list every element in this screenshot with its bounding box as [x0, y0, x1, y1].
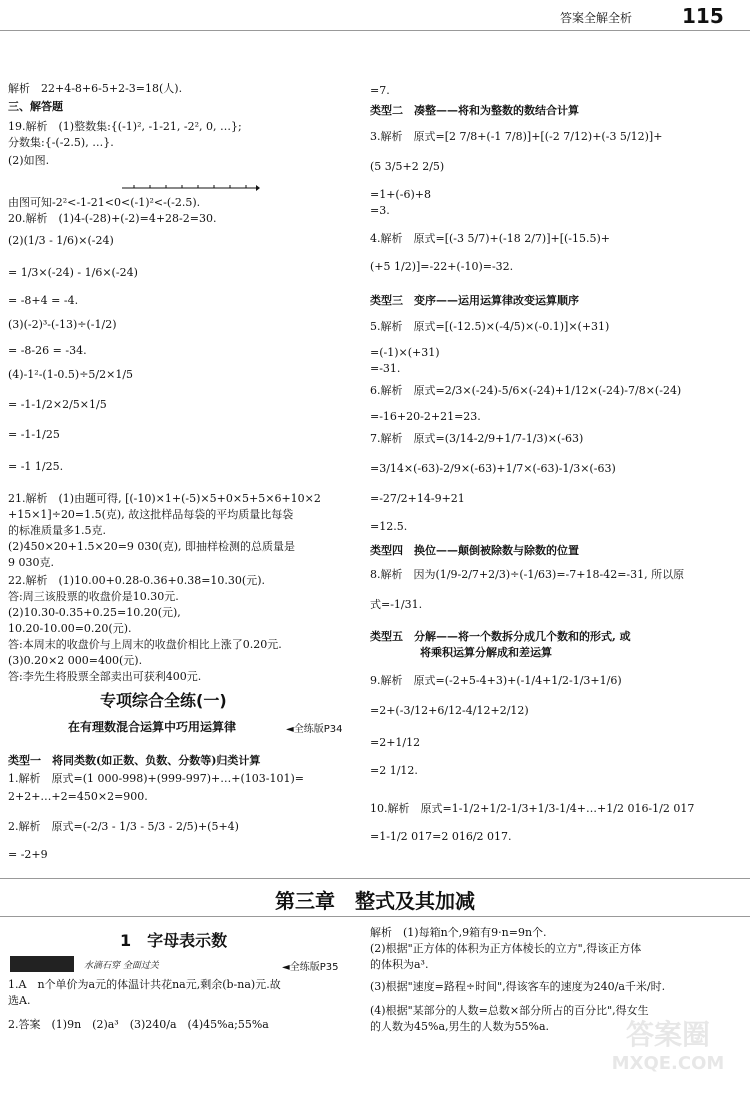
text-line: 9 030克.	[8, 556, 54, 569]
text-line: 7.解析 原式=(3/14-2/9+1/7-1/3)×(-63)	[370, 432, 584, 445]
text-line: (3)0.20×2 000=400(元).	[8, 654, 143, 667]
text-line: = 1/3×(-24) - 1/6×(-24)	[8, 266, 138, 279]
chapter-title: 第三章 整式及其加减	[275, 889, 475, 913]
text-line: 2.答案 (1)9n (2)a³ (3)240/a (4)45%a;55%a	[8, 1018, 269, 1031]
header-title: 答案全解全析	[560, 11, 633, 25]
section-heading: 类型三 变序——运用运算律改变运算顺序	[370, 294, 579, 307]
text-line: =(-1)×(+31)	[370, 346, 440, 359]
text-line: =12.5.	[370, 520, 408, 533]
text-line: (5 3/5+2 2/5)	[370, 160, 445, 173]
text-line: 的体积为a³.	[370, 958, 429, 971]
section-heading: 三、解答题	[8, 100, 63, 113]
text-line: 由图可知-2²<-1-21<0<(-1)²<-(-2.5).	[8, 196, 201, 209]
chapter-divider-top	[0, 878, 750, 879]
text-line: 的人数为45%a,男生的人数为55%a.	[370, 1020, 550, 1033]
lesson-ref: ◄全练版P35	[282, 962, 339, 973]
text-line: (4)-1²-(1-0.5)÷5/2×1/5	[8, 368, 134, 381]
text-line: 22.解析 (1)10.00+0.28-0.36+0.38=10.30(元).	[8, 574, 265, 587]
text-line: (4)根据"某部分的人数=总数×部分所占的百分比",得女生	[370, 1004, 649, 1017]
text-line: = -2+9	[8, 848, 48, 861]
watermark-line2: MXQE.COM	[611, 1053, 725, 1074]
text-line: (2)根据"正方体的体积为正方体棱长的立方",得该正方体	[370, 942, 642, 955]
text-line: 答:周三该股票的收盘价是10.30元.	[8, 590, 179, 603]
text-line: 2+2+…+2=450×2=900.	[8, 790, 148, 803]
text-line: (2)如图.	[8, 154, 50, 167]
text-line: 2.解析 原式=(-2/3 - 1/3 - 5/3 - 2/5)+(5+4)	[8, 820, 239, 833]
section-heading: 将乘积运算分解成和差运算	[420, 646, 552, 659]
text-line: = -8+4 = -4.	[8, 294, 79, 307]
special-title: 专项综合全练(一)	[100, 691, 227, 710]
lesson-badge-note: 水滴石穿 全面过关	[84, 961, 159, 971]
text-line: (2)10.30-0.35+0.25=10.20(元),	[8, 606, 181, 619]
text-line: +15×1]÷20=1.5(克), 故这批样品每袋的平均质量比每袋	[8, 508, 294, 521]
text-line: 答:本周末的收盘价与上周末的收盘价相比上涨了0.20元.	[8, 638, 282, 651]
text-line: =-27/2+14-9+21	[370, 492, 465, 505]
text-line: = -8-26 = -34.	[8, 344, 87, 357]
text-line: 4.解析 原式=[(-3 5/7)+(-18 2/7)]+[(-15.5)+	[370, 232, 611, 245]
section-heading: 类型五 分解——将一个数拆分成几个数和的形式, 或	[370, 630, 631, 643]
text-line: =1+(-6)+8	[370, 188, 431, 201]
text-line: =2 1/12.	[370, 764, 418, 777]
text-line: =3.	[370, 204, 390, 217]
page-header	[560, 6, 740, 26]
text-line: (2)450×20+1.5×20=9 030(克), 即抽样检测的总质量是	[8, 540, 295, 553]
special-subtitle: 在有理数混合运算中巧用运算律	[68, 720, 237, 734]
text-line: 1.A n个单价为a元的体温计共花na元,剩余(b-na)元.故	[8, 978, 281, 991]
watermark-line1: 答案圈	[625, 1018, 710, 1051]
text-line: =2+1/12	[370, 736, 421, 749]
text-line: 解析 22+4-8+6-5+2-3=18(人).	[8, 82, 183, 95]
section-heading: 类型二 凑整——将和为整数的数结合计算	[370, 104, 579, 117]
text-line: =2+(-3/12+6/12-4/12+2/12)	[370, 704, 529, 717]
text-line: =-16+20-2+21=23.	[370, 410, 481, 423]
text-line: = -1-1/25	[8, 428, 60, 441]
text-line: (3)(-2)³-(-13)÷(-1/2)	[8, 318, 117, 331]
text-line: 答:李先生将股票全部卖出可获利400元.	[8, 670, 202, 683]
text-line: 5.解析 原式=[(-12.5)×(-4/5)×(-0.1)]×(+31)	[370, 320, 610, 333]
text-line: (2)(1/3 - 1/6)×(-24)	[8, 234, 114, 247]
text-line: 选A.	[8, 994, 31, 1007]
lesson-title: 1 字母表示数	[120, 931, 228, 950]
text-line: = -1 1/25.	[8, 460, 64, 473]
text-line: =7.	[370, 84, 390, 97]
text-line: =1-1/2 017=2 016/2 017.	[370, 830, 512, 843]
text-line: 的标准质量多1.5克.	[8, 524, 106, 537]
text-line: 解析 (1)每箱n个,9箱有9·n=9n个.	[370, 926, 547, 939]
watermark-logo	[598, 1013, 738, 1093]
text-line: 1.解析 原式=(1 000-998)+(999-997)+…+(103-101)=	[8, 772, 304, 785]
text-line: 8.解析 因为(1/9-2/7+2/3)÷(-1/63)=-7+18-42=-31, 所以原	[370, 568, 685, 581]
text-line: 19.解析 (1)整数集:{(-1)², -1-21, -2², 0, …};	[8, 120, 242, 133]
page-number: 115	[682, 4, 724, 28]
text-line: 9.解析 原式=(-2+5-4+3)+(-1/4+1/2-1/3+1/6)	[370, 674, 622, 687]
header-divider	[0, 30, 750, 31]
text-line: 3.解析 原式=[2 7/8+(-1 7/8)]+[(-2 7/12)+(-3 5/12)]+	[370, 130, 663, 143]
text-line: =-31.	[370, 362, 401, 375]
text-line: 分数集:{-(-2.5), …}.	[8, 136, 114, 149]
text-line: 式=-1/31.	[370, 598, 423, 611]
text-line: 10.解析 原式=1-1/2+1/2-1/3+1/3-1/4+…+1/2 016-1/2 017	[370, 802, 695, 815]
number-line-figure	[120, 180, 260, 196]
special-type1: 类型一 将同类数(如正数、负数、分数等)归类计算	[8, 754, 261, 767]
text-line: 20.解析 (1)4-(-28)+(-2)=4+28-2=30.	[8, 212, 217, 225]
special-ref: ◄全练版P34	[286, 724, 343, 735]
lesson-badge	[10, 956, 74, 972]
text-line: 21.解析 (1)由题可得, [(-10)×1+(-5)×5+0×5+5×6+10×2	[8, 492, 321, 505]
section-heading: 类型四 换位——颠倒被除数与除数的位置	[370, 544, 579, 557]
chapter-divider-bottom	[0, 916, 750, 917]
text-line: (3)根据"速度=路程÷时间",得该客车的速度为240/a千米/时.	[370, 980, 666, 993]
text-line: (+5 1/2)]=-22+(-10)=-32.	[370, 260, 514, 273]
text-line: = -1-1/2×2/5×1/5	[8, 398, 107, 411]
text-line: 10.20-10.00=0.20(元).	[8, 622, 132, 635]
text-line: =3/14×(-63)-2/9×(-63)+1/7×(-63)-1/3×(-63)	[370, 462, 616, 475]
text-line: 6.解析 原式=2/3×(-24)-5/6×(-24)+1/12×(-24)-7/8×(-24)	[370, 384, 682, 397]
